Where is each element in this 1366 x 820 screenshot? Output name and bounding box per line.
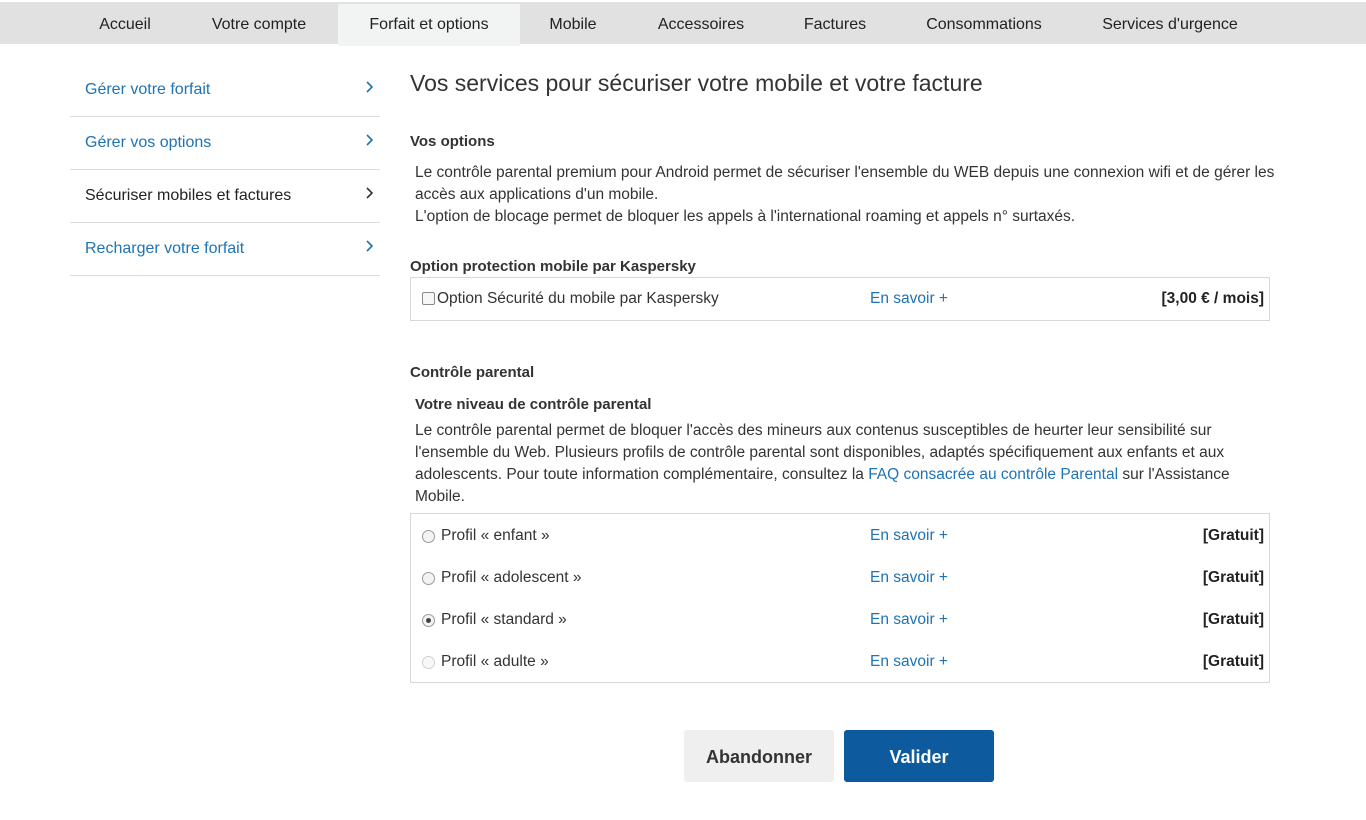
profile-learn-more-link[interactable]: En savoir +: [870, 527, 948, 544]
tab-accueil[interactable]: Accueil: [99, 16, 151, 33]
profile-label: Profil « adolescent »: [441, 569, 582, 586]
kaspersky-option-box: [410, 277, 1270, 321]
parental-subheading: Votre niveau de contrôle parental: [415, 396, 652, 413]
chevron-right-icon: [362, 236, 378, 256]
profile-standard-radio[interactable]: [422, 614, 435, 627]
profile-enfant-radio[interactable]: [422, 530, 435, 543]
top-navigation: [0, 0, 1366, 44]
profile-row-enfant: [411, 515, 1269, 557]
profile-price: [Gratuit]: [1202, 569, 1264, 586]
parental-heading: Contrôle parental: [410, 364, 535, 381]
sidebar-item-label: Gérer vos options: [85, 134, 212, 151]
profile-learn-more-link[interactable]: En savoir +: [870, 611, 948, 628]
tab-factures[interactable]: Factures: [803, 16, 867, 33]
profile-adulte-radio[interactable]: [422, 656, 435, 669]
profile-label: Profil « adulte »: [441, 653, 549, 670]
submit-button[interactable]: Valider: [844, 730, 994, 782]
options-description-blocking: L'option de blocage permet de bloquer les appels à l'international roaming et appels n° surtaxés.: [415, 208, 1076, 225]
sidebar-item-recharger[interactable]: [70, 223, 380, 276]
profile-row-standard: [411, 599, 1269, 641]
tab-consommations[interactable]: Consommations: [926, 16, 1042, 33]
profile-label: Profil « standard »: [441, 611, 567, 628]
tab-votre-compte[interactable]: Votre compte: [211, 16, 307, 33]
kaspersky-learn-more-link[interactable]: En savoir +: [870, 290, 948, 307]
kaspersky-option-label: Option Sécurité du mobile par Kaspersky: [437, 290, 719, 307]
sidebar-item-gerer-options[interactable]: [70, 117, 380, 170]
profile-learn-more-link[interactable]: En savoir +: [870, 653, 948, 670]
profile-price: [Gratuit]: [1202, 527, 1264, 544]
kaspersky-checkbox[interactable]: [422, 292, 435, 305]
sidebar: [70, 64, 380, 276]
options-heading: Vos options: [410, 133, 495, 150]
tab-forfait-et-options[interactable]: Forfait et options: [338, 4, 520, 46]
kaspersky-option-row: [411, 278, 1269, 320]
sidebar-item-label: Recharger votre forfait: [85, 240, 245, 257]
cancel-button[interactable]: Abandonner: [684, 730, 834, 782]
page-title: Vos services pour sécuriser votre mobile et votre facture: [410, 70, 983, 96]
sidebar-item-gerer-forfait[interactable]: [70, 64, 380, 117]
parental-description-end: sur l'Assistance Mobile.: [415, 466, 1230, 505]
parental-profiles-box: [410, 513, 1270, 683]
profile-row-adolescent: [411, 557, 1269, 599]
profile-learn-more-link[interactable]: En savoir +: [870, 569, 948, 586]
profile-price: [Gratuit]: [1202, 653, 1264, 670]
sidebar-item-label: Gérer votre forfait: [85, 81, 211, 98]
chevron-right-icon: [362, 183, 378, 203]
profile-price: [Gratuit]: [1202, 611, 1264, 628]
kaspersky-heading: Option protection mobile par Kaspersky: [410, 258, 696, 275]
sidebar-item-label: Sécuriser mobiles et factures: [85, 187, 292, 204]
profile-label: Profil « enfant »: [441, 527, 550, 544]
profile-row-adulte: [411, 641, 1269, 683]
sidebar-item-securiser[interactable]: [70, 170, 380, 223]
chevron-right-icon: [362, 77, 378, 97]
chevron-right-icon: [362, 130, 378, 150]
parental-description-text: Le contrôle parental permet de bloquer l'accès des mineurs aux contenus susceptibles de heurter leur sensibilité sur l'ensemble du Web. Plusieurs profils de contrôle parental sont disponibles, adaptés spécifiquement aux enfants et aux adolescents. Pour toute information complémentaire, consultez la: [415, 422, 1225, 483]
faq-parental-link[interactable]: FAQ consacrée au contrôle Parental: [868, 466, 1119, 483]
options-description: Le contrôle parental premium pour Android permet de sécuriser l'ensemble du WEB depuis une connexion wifi et de gérer les accès aux applications d'un mobile.: [415, 164, 1275, 203]
parental-description: [415, 420, 1275, 508]
tab-mobile[interactable]: Mobile: [549, 16, 597, 33]
tab-services-urgence[interactable]: Services d'urgence: [1102, 16, 1238, 33]
profile-adolescent-radio[interactable]: [422, 572, 435, 585]
kaspersky-price: [3,00 € / mois]: [1161, 290, 1264, 307]
tab-accessoires[interactable]: Accessoires: [657, 16, 745, 33]
